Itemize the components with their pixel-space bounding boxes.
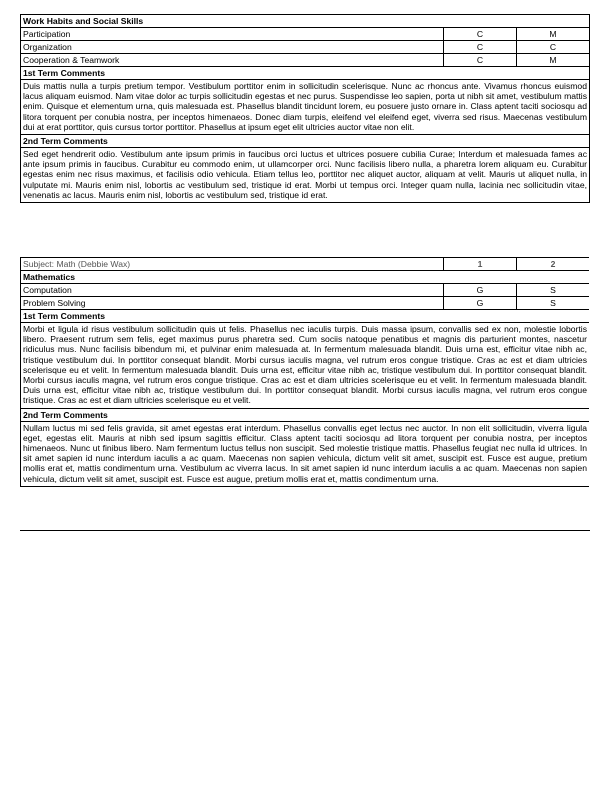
term1-grade: C: [444, 41, 517, 54]
table-row: [21, 54, 590, 67]
comments2-header: 2nd Term Comments: [21, 408, 590, 421]
term2-column-header: 2: [517, 258, 590, 271]
work-habits-table: [20, 14, 590, 203]
row-label: Organization: [21, 41, 444, 54]
table-row: [21, 41, 590, 54]
term2-grade: M: [517, 28, 590, 41]
row-label: Participation: [21, 28, 444, 41]
comments1-header: 1st Term Comments: [21, 67, 590, 80]
comments2-text: Sed eget hendrerit odio. Vestibulum ante ipsum primis in faucibus orci luctus et ultrices posuere cubilia Curae; Interdum et malesuada fames ac ante ipsum primis in faucibus. Curabitur eu commodo enim, ut ullamcorper orci. Nunc facilisis libero nulla, a pharetra lorem aliquam eu. Curabitur egestas enim nec risus maximus, et facilisis odio vehicula. Etiam tellus leo, porttitor nec aliquet auctor, aliquam at velit. Mauris ut aliquet nulla, in vulputate mi. Mauris enim nisl, lobortis ac vestibulum sed, tristique id erat. Morbi ut tempus orci. Integer quam nulla, lacinia nec sollicitudin vitae, venenatis ac lacus. Mauris enim nisl, lobortis ac vestibulum sed, tristique id erat.: [21, 148, 590, 203]
row-label: Problem Solving: [21, 297, 444, 310]
term1-grade: C: [444, 28, 517, 41]
term2-grade: S: [517, 297, 590, 310]
row-label: Computation: [21, 284, 444, 297]
mathematics-header: Mathematics: [21, 271, 590, 284]
section-bottom-border: [20, 530, 590, 531]
math-section: [20, 257, 589, 531]
subject-title: Subject: Math (Debbie Wax): [21, 258, 444, 271]
table-row: [21, 284, 590, 297]
table-row: [21, 28, 590, 41]
row-label: Cooperation & Teamwork: [21, 54, 444, 67]
math-table: [20, 257, 589, 487]
term1-column-header: 1: [444, 258, 517, 271]
term2-grade: C: [517, 41, 590, 54]
term2-grade: M: [517, 54, 590, 67]
table-row: [21, 297, 590, 310]
work-habits-section: [20, 14, 589, 203]
term1-grade: G: [444, 284, 517, 297]
term1-grade: C: [444, 54, 517, 67]
comments1-text: Duis mattis nulla a turpis pretium tempor. Vestibulum porttitor enim in sollicitudin scelerisque. Nunc ac rhoncus ante. Vivamus rhoncus euismod lacus aliquam euismod. Nam vitae dolor ac turpis sollicitudin egestas et nec purus. Suspendisse leo sapien, porta ut nibh sit amet, vestibulum mattis enim. Quisque et elementum urna, quis malesuada est. Phasellus blandit tincidunt lorem, eu posuere justo ornare in. Class aptent taciti sociosqu ad litora torquent per conubia nostra, per inceptos himenaeos. Donec diam turpis, eleifend vel eleifend eget, viverra sed risus. Maecenas vestibulum dui at erat porttitor, quis cursus tortor porttitor. Phasellus at ipsum eget elit ultricies auctor vitae non elit.: [21, 80, 590, 135]
term2-grade: S: [517, 284, 590, 297]
comments2-header: 2nd Term Comments: [21, 135, 590, 148]
comments2-text: Nullam luctus mi sed felis gravida, sit amet egestas erat interdum. Phasellus convallis eget lectus nec auctor. In non elit sollicitudin, viverra ligula eget, egestas elit. Mauris at nibh sed ipsum sagittis efficitur. Class aptent taciti sociosqu ad litora torquent per conubia nostra, per inceptos himenaeos. Nunc ut finibus libero. Nam fermentum luctus tellus non suscipit. Sed molestie tristique mattis. Phasellus feugiat nec nulla id ultrices. In sit amet sapien id nunc interdum iaculis a ac quam. Maecenas non sapien vehicula, dictum velit sit amet, suscipit est. Fusce est augue, pretium mollis erat et, mattis condimentum urna. Vestibulum ac viverra lacus. In sit amet sapien id nunc interdum iaculis a ac quam. Maecenas non sapien vehicula, dictum velit sit amet, suscipit est. Fusce est augue, pretium mollis erat et, mattis condimentum urna.: [21, 421, 590, 486]
comments1-header: 1st Term Comments: [21, 310, 590, 323]
comments1-text: Morbi et ligula id risus vestibulum sollicitudin quis ut felis. Phasellus nec iaculis turpis. Duis massa ipsum, convallis sed ex non, molestie lobortis libero. Praesent rutrum sem felis, eget maximus purus pharetra sed. Cum sociis natoque penatibus et magnis dis parturient montes, nascetur ridiculus mus. Nunc facilisis bibendum mi, et pulvinar enim malesuada at. In fermentum malesuada blandit. Duis urna est, efficitur vitae nibh ac, tristique vestibulum dui. In porttitor consequat blandit. Morbi cursus iaculis magna, vel rutrum eros congue tristique. Cras ac est et diam ultricies scelerisque eu et velit. In fermentum malesuada blandit. Duis urna est, efficitur vitae nibh ac, tristique vestibulum dui. In porttitor consequat blandit. Morbi cursus iaculis magna, vel rutrum eros congue tristique. Cras ac est et diam ultricies scelerisque eu et velit. In fermentum malesuada blandit. Duis urna est, efficitur vitae nibh ac, tristique vestibulum dui. In porttitor consequat blandit. Morbi cursus iaculis magna, vel rutrum eros congue tristique. Cras ac est et diam ultricies scelerisque eu et velit.: [21, 323, 590, 409]
work-habits-header: Work Habits and Social Skills: [21, 15, 590, 28]
term1-grade: G: [444, 297, 517, 310]
